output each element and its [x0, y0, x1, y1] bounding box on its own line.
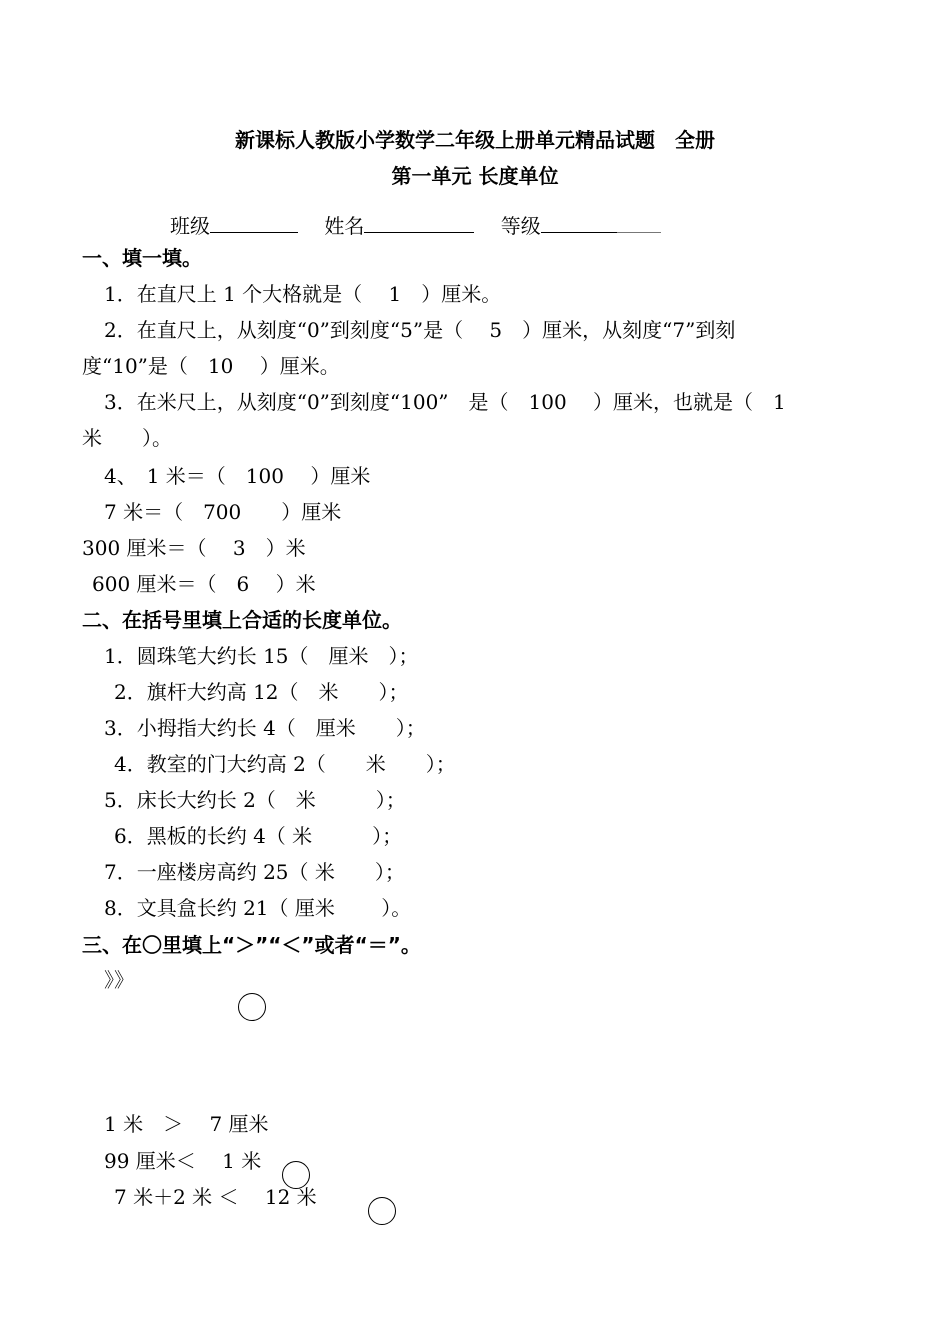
section3-item2: 99 厘米＜ 1 米 — [104, 1149, 262, 1173]
section2-heading: 二、在括号里填上合适的长度单位。 — [82, 608, 402, 632]
section1-q4-c: 300 厘米＝（ 3 ）米 — [82, 536, 306, 560]
section2-item: 8．文具盒长约 21（ 厘米 ）。 — [104, 896, 412, 920]
section1-heading: 一、填一填。 — [82, 246, 202, 270]
grade-blank[interactable] — [541, 212, 617, 233]
section2-item: 5．床长大约长 2（ 米 ）； — [104, 788, 406, 812]
section2-item: 7．一座楼房高约 25（ 米 ）； — [104, 860, 405, 884]
section2-item: 1．圆珠笔大约长 15（ 厘米 ）； — [104, 644, 419, 668]
section1-q3-line1: 3．在米尺上，从刻度“0”到刻度“100” 是（ 100 ）厘米，也就是（ 1 — [104, 390, 786, 414]
grade-label: 等级 — [500, 214, 541, 238]
comparison-circle[interactable] — [368, 1197, 396, 1225]
class-label: 班级 — [170, 214, 210, 238]
name-blank[interactable] — [364, 212, 474, 233]
page-title: 新课标人教版小学数学二年级上册单元精品试题 全册 — [235, 128, 715, 152]
section1-q4-b: 7 米＝（ 700 ）厘米 — [104, 500, 342, 524]
section3-mark: 》》 — [104, 968, 134, 992]
section1-q3-line2: 米 ）。 — [82, 426, 172, 450]
section3-item3: 7 米＋2 米 ＜ 12 米 — [114, 1185, 317, 1209]
grade-blank-extension — [617, 212, 661, 233]
section1-q2-line2: 度“10”是（ 10 ）厘米。 — [82, 354, 340, 378]
comparison-circle[interactable] — [238, 993, 266, 1021]
name-label: 姓名 — [324, 214, 365, 238]
section3-heading: 三、在〇里填上“＞”“＜”或者“＝”。 — [82, 933, 421, 957]
student-info-row — [170, 210, 661, 239]
section1-q4-d: 600 厘米＝（ 6 ）米 — [92, 572, 316, 596]
section1-q1: 1．在直尺上 1 个大格就是（ 1 ）厘米。 — [104, 282, 502, 306]
section2-item: 3．小拇指大约长 4（ 厘米 ）； — [104, 716, 426, 740]
section2-item: 6．黑板的长约 4（ 米 ）； — [114, 824, 403, 848]
section1-q2-line1: 2．在直尺上，从刻度“0”到刻度“5”是（ 5 ）厘米，从刻度“7”到刻 — [104, 318, 736, 342]
section1-q4-a: 4、 1 米＝（ 100 ）厘米 — [104, 464, 371, 488]
unit-subtitle: 第一单元 长度单位 — [391, 164, 559, 188]
class-blank[interactable] — [210, 212, 298, 233]
section2-item: 2．旗杆大约高 12（ 米 ）； — [114, 680, 409, 704]
section2-item: 4．教室的门大约高 2（ 米 ）； — [114, 752, 456, 776]
section3-item1: 1 米 ＞ 7 厘米 — [104, 1112, 269, 1136]
